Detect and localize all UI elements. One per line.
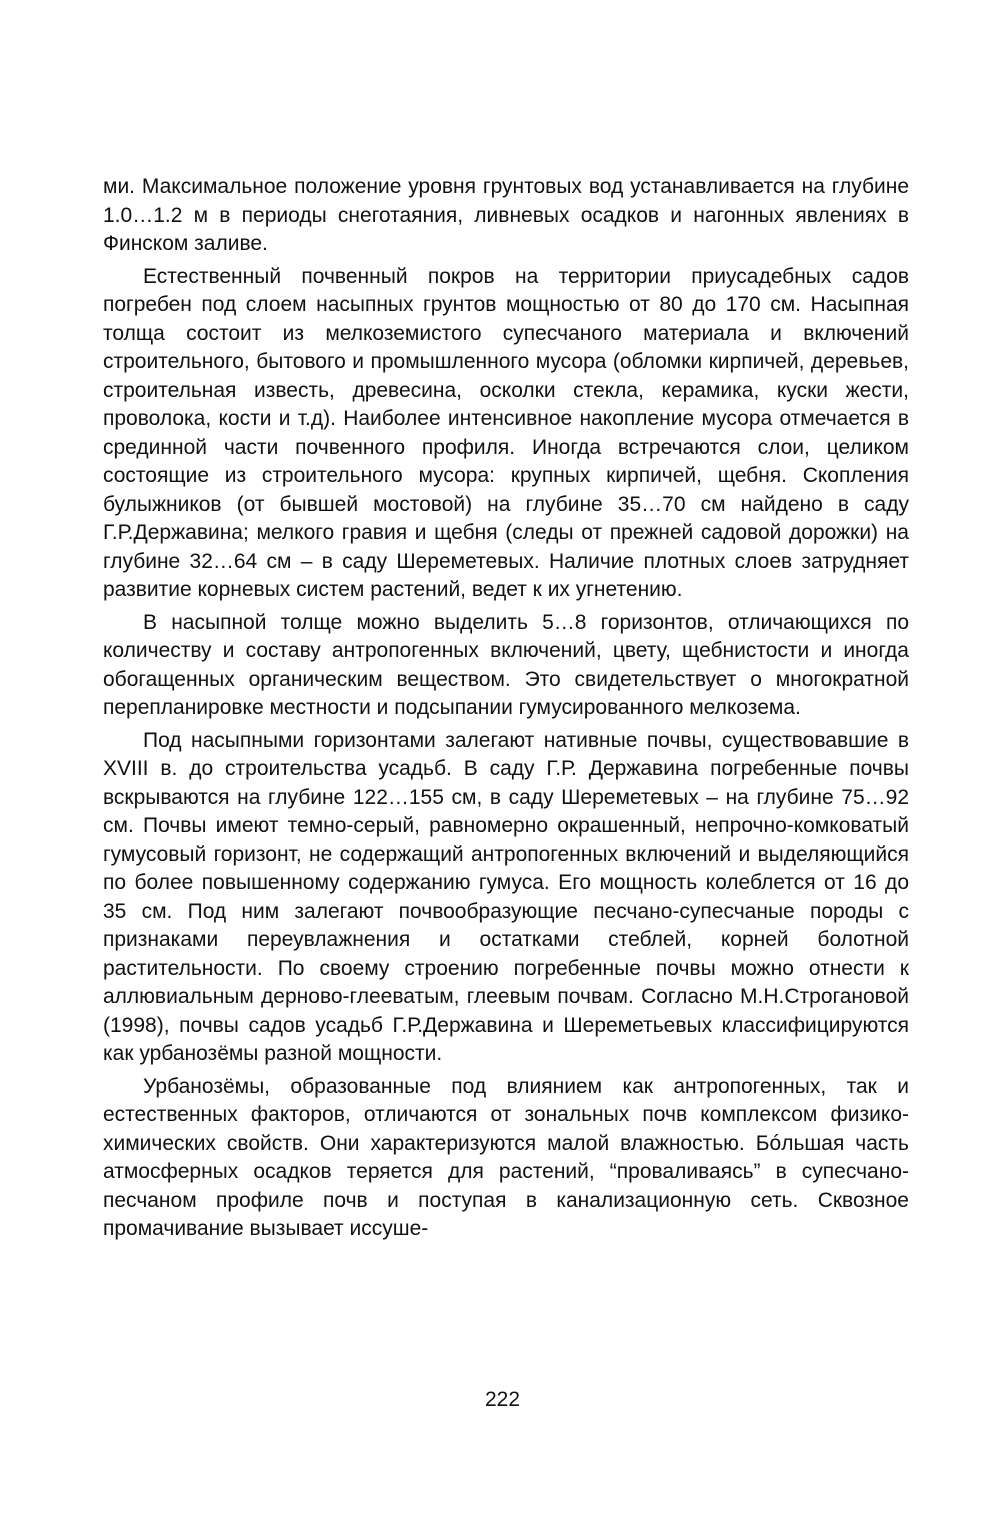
paragraph-5: Урбанозёмы, образованные под влиянием как антропогенных, так и естественных факторов, отличаются от зональных почв комплексом физико-химических свойств. Они характеризуются малой влажностью. Бóльшая часть атмосферных осадков теряется для растений, “проваливаясь” в супесчано-песчаном профиле почв и поступая в канализационную сеть. Сквозное промачивание вызывает иссуше- xyxy=(103,1074,909,1240)
paragraph-4: Под насыпными горизонтами залегают нативные почвы, существовавшие в XVIII в. до строительства усадьб. В саду Г.Р. Державина погребенные почвы вскрываются на глубине 122…155 см, в саду Шереметевых – на глубине 75…92 см. Почвы имеют темно-серый, равномерно окрашенный, непрочно-комковатый гумусовый горизонт, не содержащий антропогенных включений и выделяющийся по более повышенному содержанию гумуса. Его мощность колеблется от 16 до 35 см. Под ним залегают почвообразующие песчано-супесчаные породы с признаками переувлажнения и остатками стеблей, корней болотной растительности. По своему строению погребенные почвы можно отнести к аллювиальным дерново-глееватым, глеевым почвам. Согласно М.Н.Строгановой (1998), почвы садов усадьб Г.Р.Державина и Шереметьевых классифицируются как урбанозёмы разной мощности. xyxy=(103,728,909,1065)
page-body xyxy=(103,173,909,1248)
paragraph-1: ми. Максимальное положение уровня грунтовых вод устанавливается на глубине 1.0…1.2 м в периоды снеготаяния, ливневых осадков и нагонных явлениях в Финском заливе. xyxy=(103,175,909,255)
paragraph-3: В насыпной толще можно выделить 5…8 горизонтов, отличающихся по количеству и составу антропогенных включений, цвету, щебнистости и иногда обогащенных органическим веществом. Это свидетельствует о многократной перепланировке местности и подсыпании гумусированного мелкозема. xyxy=(103,610,909,719)
page-number: 222 xyxy=(484,1388,521,1411)
paragraph-2: Естественный почвенный покров на территории приусадебных садов погребен под слоем насыпных грунтов мощностью от 80 до 170 см. Насыпная толща состоит из мелкоземистого супесчаного материала и включений строительного, бытового и промышленного мусора (обломки кирпичей, деревьев, строительная известь, древесина, осколки стекла, керамика, куски жести, проволока, кости и т.д). Наиболее интенсивное накопление мусора отмечается в срединной части почвенного профиля. Иногда встречаются слои, целиком состоящие из строительного мусора: крупных кирпичей, щебня. Скопления булыжников (от бывшей мостовой) на глубине 35…70 см найдено в саду Г.Р.Державина; мелкого гравия и щебня (следы от прежней садовой дорожки) на глубине 32…64 см – в саду Шереметевых. Наличие плотных слоев затрудняет развитие корневых систем растений, ведет к их угнетению. xyxy=(103,264,909,601)
